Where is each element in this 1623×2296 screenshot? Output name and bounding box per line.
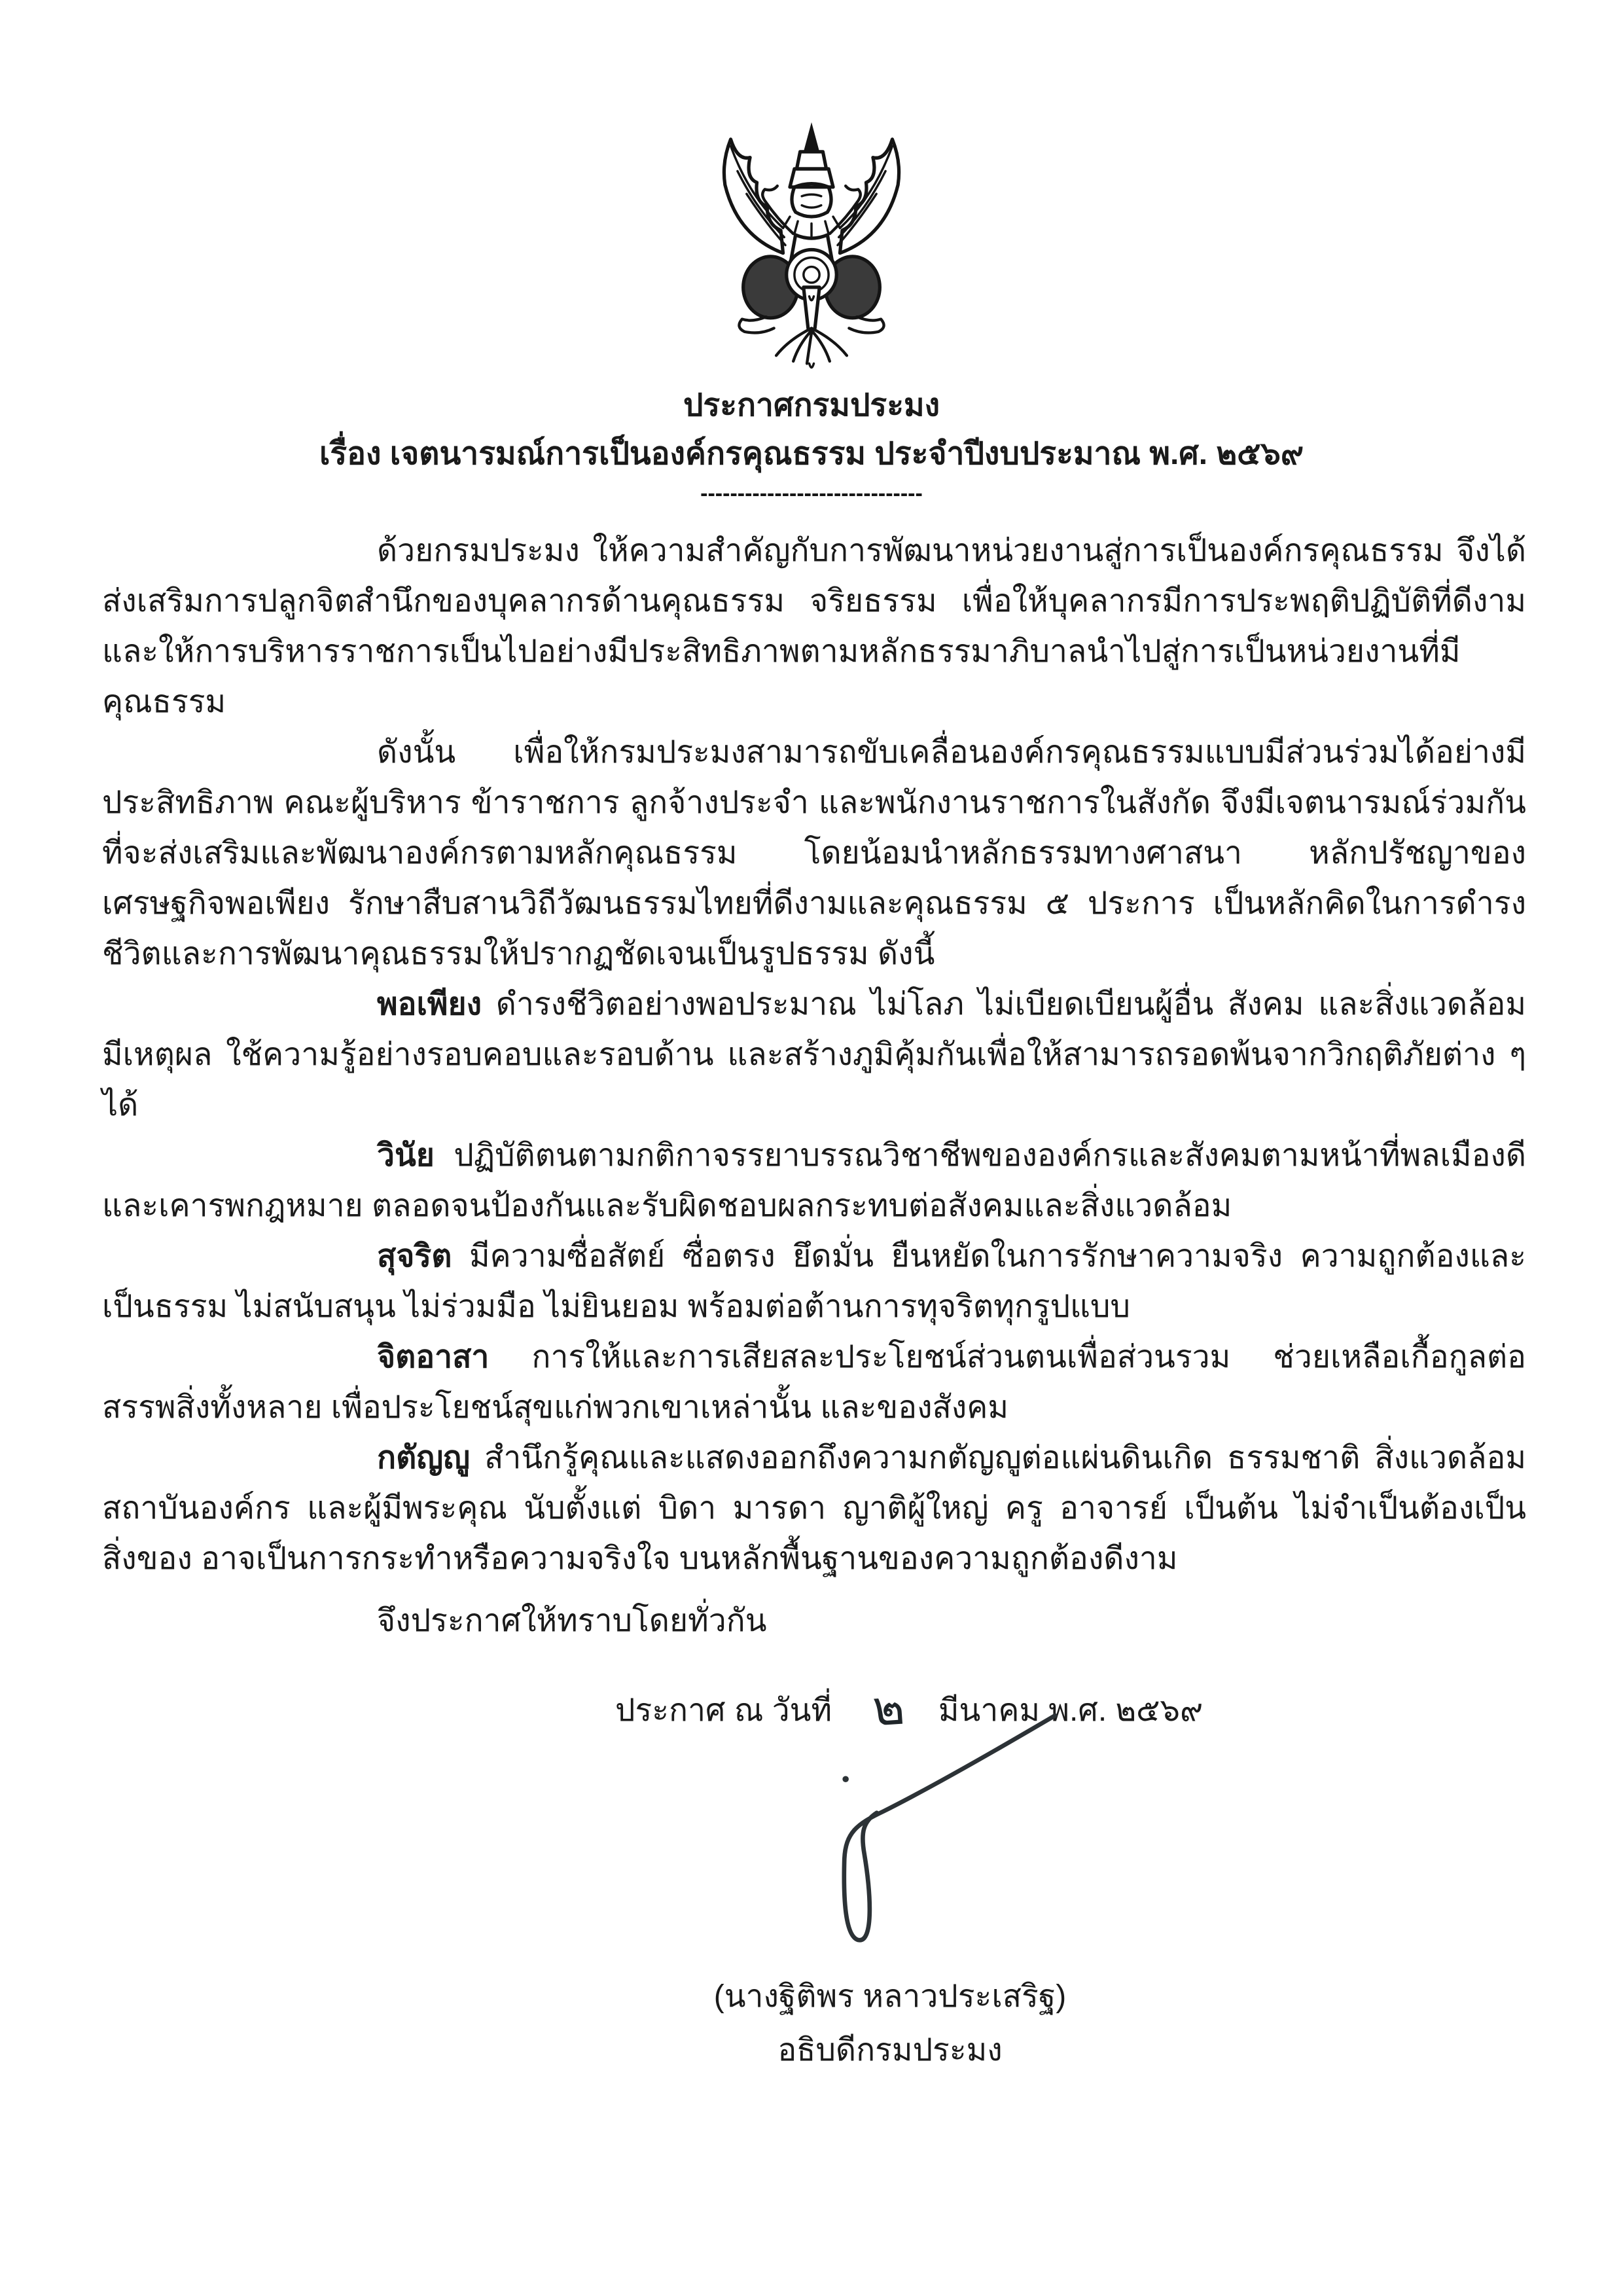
paragraph-gratitude: [102, 1433, 1526, 1584]
document-subject: เรื่อง เจตนารมณ์การเป็นองค์กรคุณธรรม ประจำปีงบประมาณ พ.ศ. ๒๕๖๙: [319, 437, 1304, 471]
paragraph-lead: จิตอาสา: [377, 1340, 490, 1374]
signature-block: [654, 1741, 1126, 2077]
emblem-container: [0, 0, 1623, 382]
paragraph-honesty: [102, 1231, 1526, 1332]
paragraph-volunteer: [102, 1332, 1526, 1433]
paragraph-text: มีความซื่อสัตย์ ซื่อตรง ยึดมั่น ยืนหยัดในการรักษาความจริง ความถูกต้องและเป็นธรรม ไม่สนับสนุน ไม่ร่วมมือ ไม่ยินยอม พร้อมต่อต้านการทุจริตทุกรูปแบบ: [102, 1239, 1526, 1324]
paragraph-text: การให้และการเสียสละประโยชน์ส่วนตนเพื่อส่วนรวม ช่วยเหลือเกื้อกูลต่อสรรพสิ่งทั้งหลาย เพื่อประโยชน์สุขแก่พวกเขาเหล่านั้น และของสังคม: [102, 1340, 1526, 1425]
garuda-emblem-icon: [692, 117, 931, 378]
handwritten-day: ๒: [870, 1679, 907, 1736]
paragraph-lead: วินัย: [377, 1138, 435, 1173]
paragraph-intro: [102, 526, 1526, 727]
document-title: ประกาศกรมประมง: [683, 388, 940, 423]
paragraph-text: ดังนั้น เพื่อให้กรมประมงสามารถขับเคลื่อนองค์กรคุณธรรมแบบมีส่วนร่วมได้อย่างมีประสิทธิภาพ คณะผู้บริหาร ข้าราชการ ลูกจ้างประจำ และพนักงานราชการในสังกัด จึงมีเจตนารมณ์ร่วมกันที่จะส่งเสริมและพัฒนาองค์กรตามหลักคุณธรรม โดยน้อมนำหลักธรรมทางศาสนา หลักปรัชญาของเศรษฐกิจพอเพียง รักษาสืบสานวิถีวัฒนธรรมไทยที่ดีงามและคุณธรรม ๕ ประการ เป็นหลักคิดในการดำรงชีวิตและการพัฒนาคุณธรรมให้ปรากฏชัดเจนเป็นรูปธรรม ดังนี้: [102, 735, 1526, 971]
paragraph-text: ดำรงชีวิตอย่างพอประมาณ ไม่โลภ ไม่เบียดเบียนผู้อื่น สังคม และสิ่งแวดล้อม มีเหตุผล ใช้ความรู้อย่างรอบคอบและรอบด้าน และสร้างภูมิคุ้มกันเพื่อให้สามารถรอดพ้นจากวิกฤติภัยต่าง ๆ ได้: [102, 987, 1526, 1122]
paragraph-sufficiency: [102, 979, 1526, 1130]
date-prefix: ประกาศ ณ วันที่: [615, 1693, 832, 1728]
signer-name: (นางฐิติพร หลาวประเสริฐ): [713, 1979, 1067, 2014]
document-body: [102, 526, 1526, 1584]
closing-statement: จึงประกาศให้ทราบโดยทั่วกัน: [377, 1604, 767, 1638]
paragraph-intent: [102, 727, 1526, 979]
signer-position: อธิบดีกรมประมง: [777, 2033, 1003, 2068]
paragraph-lead: สุจริต: [377, 1239, 452, 1274]
paragraph-lead: กตัญญู: [377, 1441, 471, 1475]
signature-container: [654, 1741, 1126, 1970]
paragraph-text: ด้วยกรมประมง ให้ความสำคัญกับการพัฒนาหน่วยงานสู่การเป็นองค์กรคุณธรรม จึงได้ส่งเสริมการปลูกจิตสำนึกของบุคลากรด้านคุณธรรม จริยธรรม เพื่อให้บุคลากรมีการประพฤติปฏิบัติที่ดีงามและให้การบริหารราชการเป็นไปอย่างมีประสิทธิภาพตามหลักธรรมาภิบาลนำไปสู่การเป็นหน่วยงานที่มีคุณธรรม: [102, 533, 1526, 719]
signature-icon: [743, 1704, 1083, 1966]
paragraph-text: ปฏิบัติตนตามกติกาจรรยาบรรณวิชาชีพขององค์กรและสังคมตามหน้าที่พลเมืองดีและเคารพกฎหมาย ตลอดจนป้องกันและรับผิดชอบผลกระทบต่อสังคมและสิ่งแวดล้อม: [102, 1138, 1526, 1223]
paragraph-discipline: [102, 1130, 1526, 1231]
paragraph-text: สำนึกรู้คุณและแสดงออกถึงความกตัญญูต่อแผ่นดินเกิด ธรรมชาติ สิ่งแวดล้อม สถาบันองค์กร และผู้มีพระคุณ นับตั้งแต่ บิดา มารดา ญาติผู้ใหญ่ ครู อาจารย์ เป็นต้น ไม่จำเป็นต้องเป็นสิ่งของ อาจเป็นการกระทำหรือความจริงใจ บนหลักพื้นฐานของความถูกต้องดีงาม: [102, 1441, 1526, 1576]
title-divider: ------------------------------: [700, 481, 923, 506]
date-suffix: มีนาคม พ.ศ. ๒๕๖๙: [938, 1693, 1204, 1728]
paragraph-lead: พอเพียง: [377, 987, 482, 1022]
